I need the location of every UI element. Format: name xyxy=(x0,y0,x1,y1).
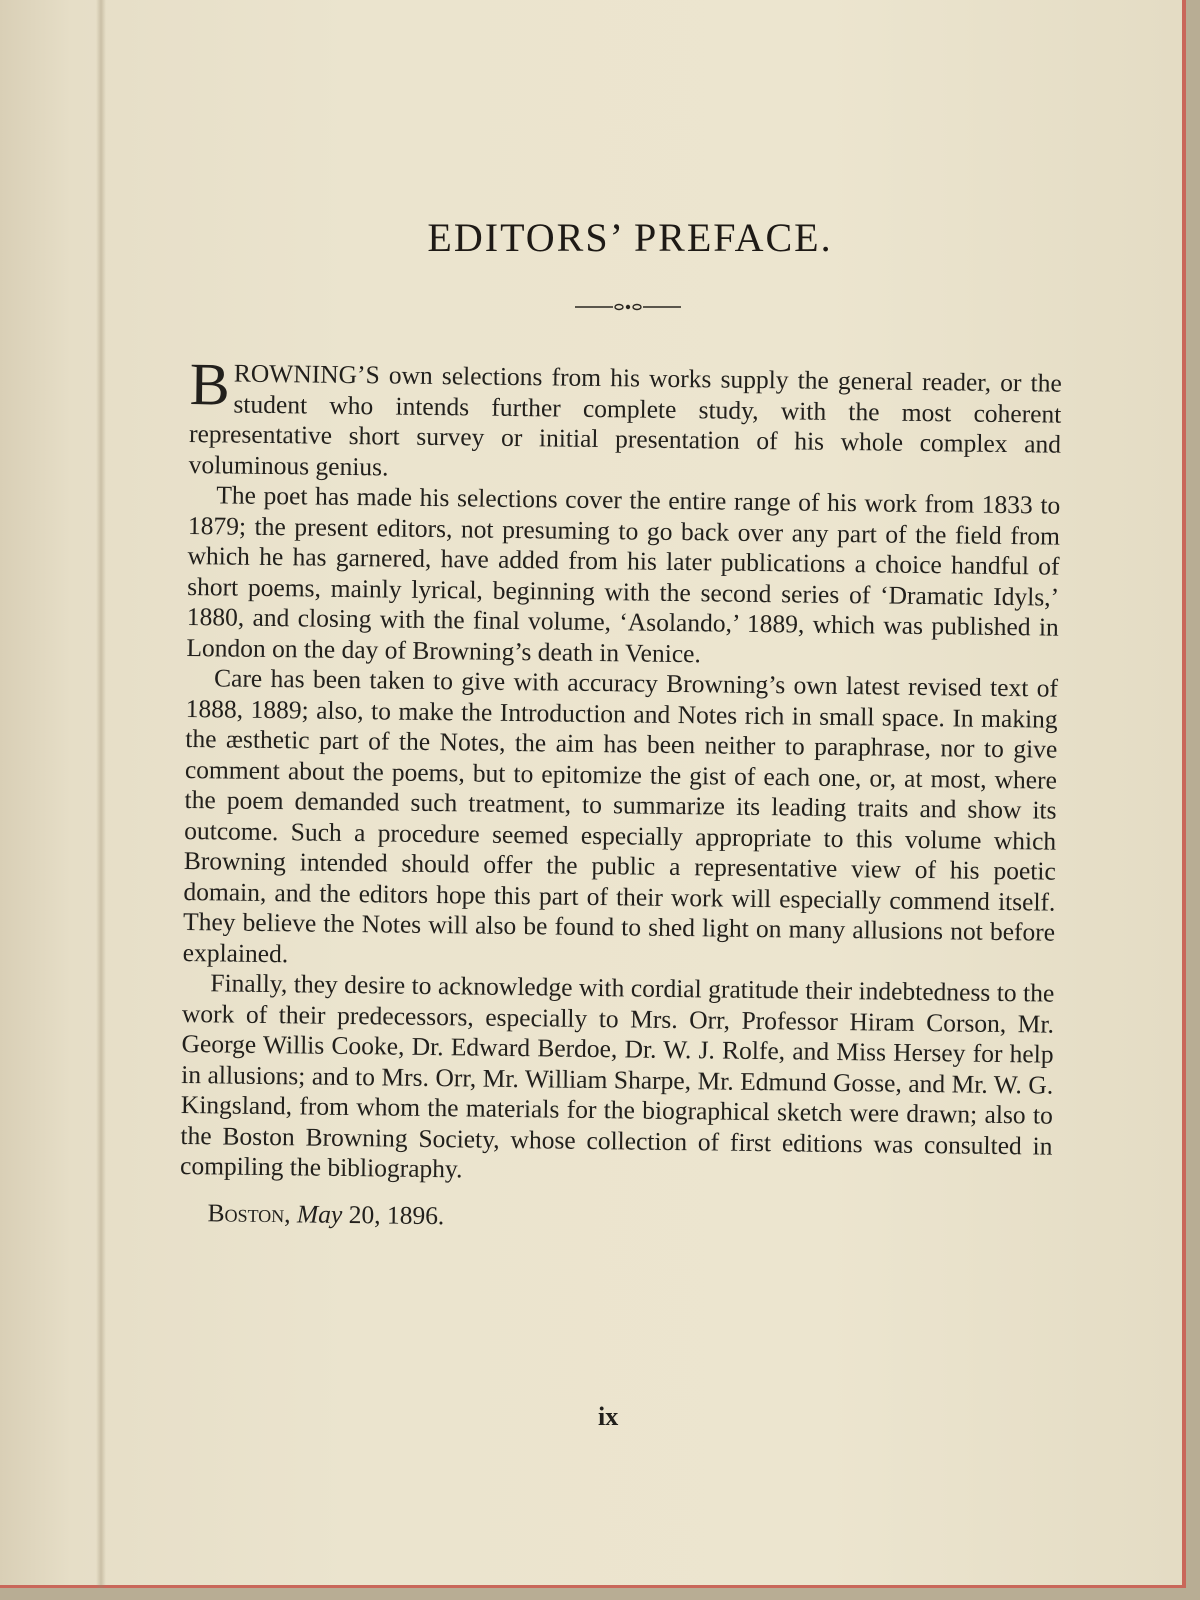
paragraph-4: Finally, they desire to acknowledge with cordial gratitude their indebtedness to the work of their predecessors, especially to Mrs. Orr, Professor Hiram Corson, Mr. George Willis Cooke, Dr. Edward Berdoe, Dr. W. J. Rolfe, and Miss Hersey for help in allusions; and to Mrs. Orr, Mr. William Sharpe, Mr. Edmund Gosse, and Mr. W. G. Kingsland, from whom the materials for the biographical sketch were drawn; also to the Boston Browning Society, whose collection of first editions was consulted in compiling the bibliography. xyxy=(179,968,1055,1184)
opening-word: ROWNING’S xyxy=(233,358,380,390)
signoff-month: May xyxy=(296,1198,343,1229)
drop-cap: B xyxy=(189,351,231,418)
signoff-date: 20, 1896. xyxy=(342,1199,445,1230)
paragraph-1 xyxy=(188,351,1062,491)
page-number: ix xyxy=(598,1402,619,1431)
paragraph-2: The poet has made his selections cover the entire range of his work from 1833 to 1879; the present editors, not presuming to go back over any part of the field from which he has garnered, have added from his later publications a choice handful of short poems, mainly lyrical, beginning with the second series of ‘Dramatic Idyls,’ 1880, and closing with the final volume, ‘Asolando,’ 1889, which was published in London on the day of Browning’s death in Venice. xyxy=(186,480,1061,668)
ornament-divider xyxy=(575,300,681,314)
paragraph-1-text: own selections from his works supply the general reader, or the student who intends further complete study, with the most coherent representative short survey or initial presentation of his whole complex and voluminous genius. xyxy=(188,360,1062,481)
paragraph-3: Care has been taken to give with accuracy Browning’s own latest revised text of 1888, 1889; also, to make the Introduction and Notes rich in small space. In making the æsthetic part of the Notes, the aim has been neither to paraphrase, nor to give comment about the poems, but to epitomize the gist of each one, or, at most, where the poem demanded such treatment, to summarize its leading traits and show its outcome. Such a procedure seemed especially appropriate to this volume which Browning intended should offer the public a representative view of his poetic domain, and the editors hope this part of their work will especially commend itself. They believe the Notes will also be found to shed light on many allusions not before explained. xyxy=(182,663,1059,968)
page-title: EDITORS’ PREFACE. xyxy=(427,215,833,260)
signoff-city: Boston, xyxy=(207,1197,291,1228)
signoff xyxy=(179,1197,1051,1238)
preface-body xyxy=(179,351,1062,1239)
